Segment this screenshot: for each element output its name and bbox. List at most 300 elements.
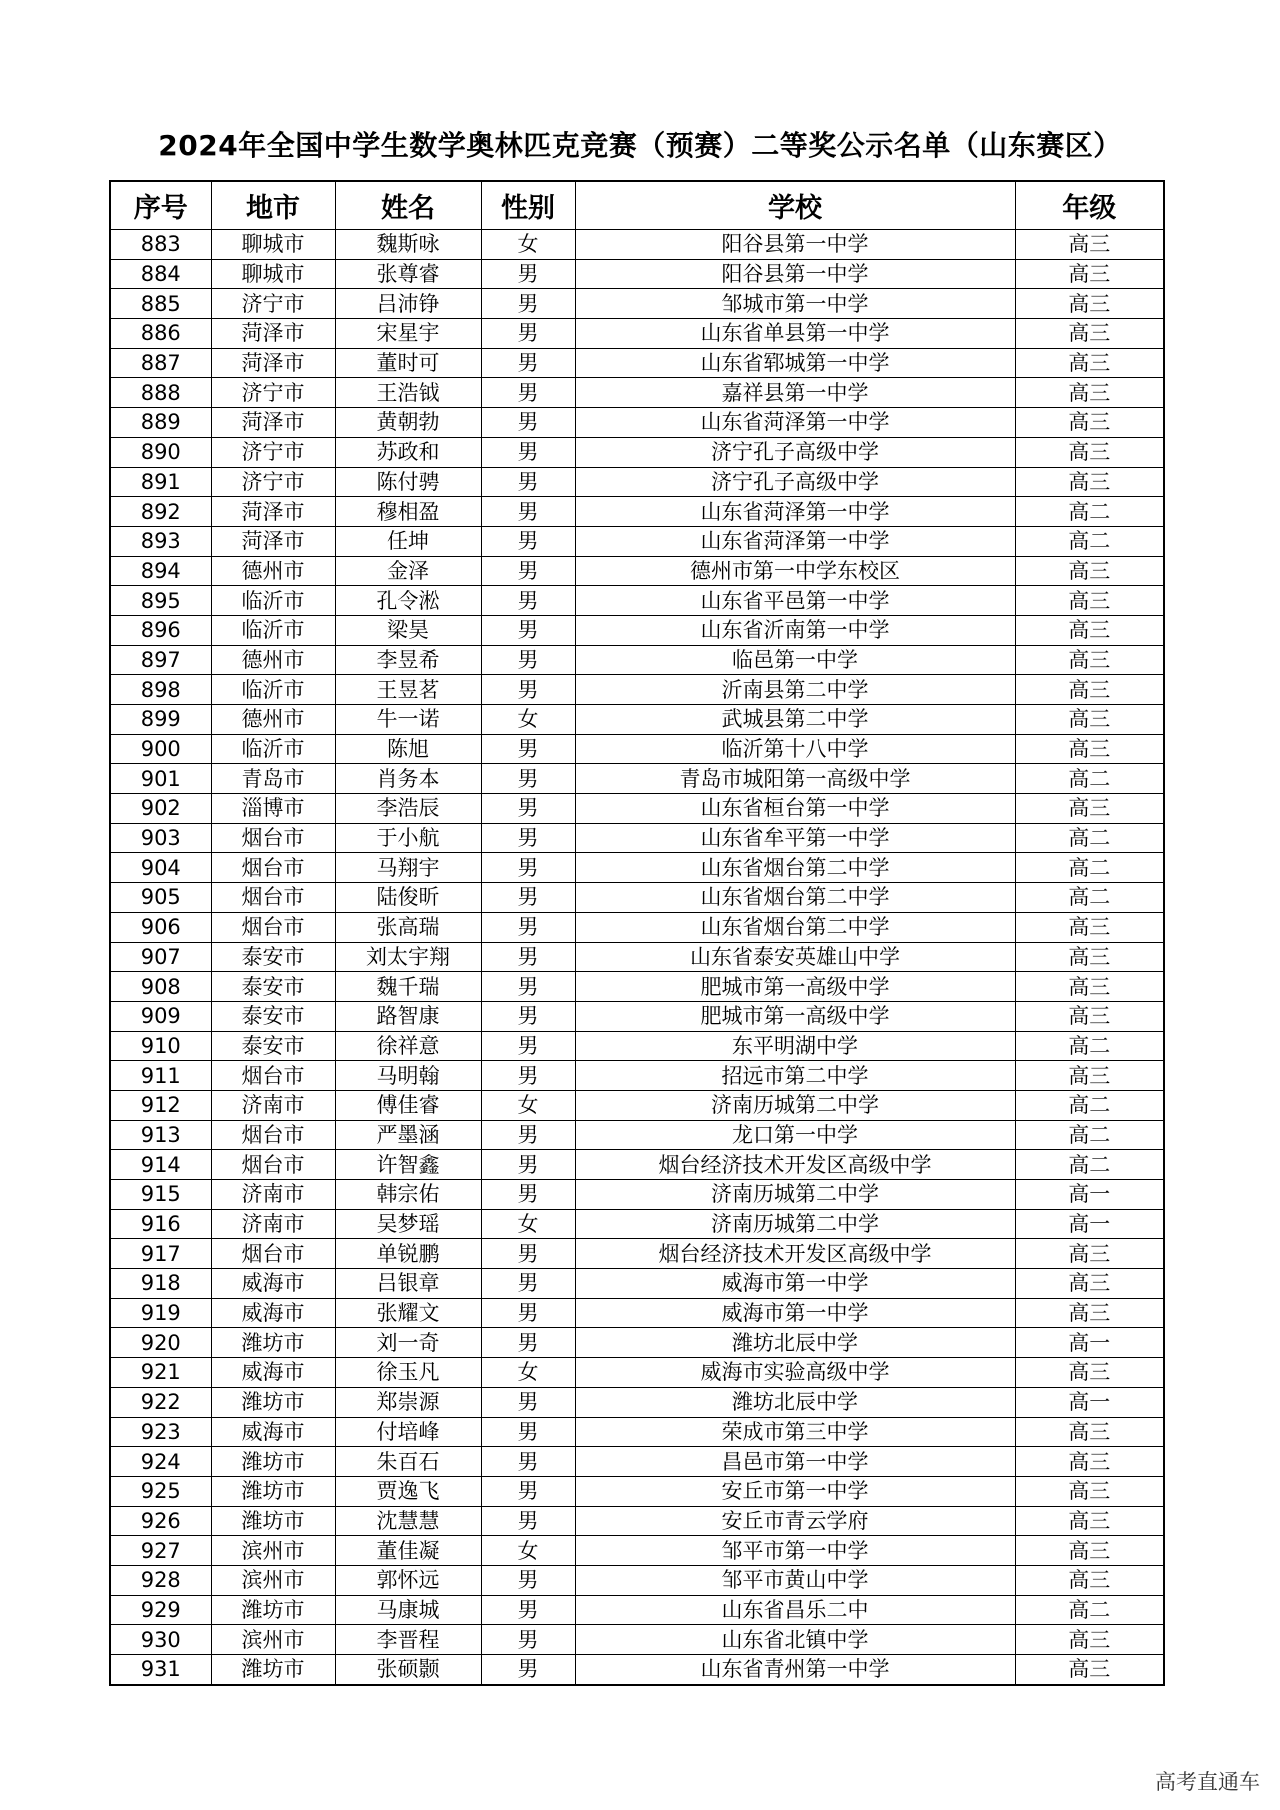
cell-grade: 高三 <box>1015 467 1164 497</box>
cell-seq: 923 <box>110 1417 211 1447</box>
table-row <box>110 675 1164 705</box>
cell-city: 潍坊市 <box>211 1387 335 1417</box>
header-school: 学校 <box>575 181 1015 230</box>
cell-grade: 高三 <box>1015 1001 1164 1031</box>
cell-school: 山东省北镇中学 <box>575 1625 1015 1655</box>
table-row <box>110 526 1164 556</box>
cell-seq: 928 <box>110 1565 211 1595</box>
cell-seq: 897 <box>110 645 211 675</box>
cell-gender: 男 <box>481 764 575 794</box>
cell-school: 山东省牟平第一中学 <box>575 823 1015 853</box>
cell-gender: 男 <box>481 1387 575 1417</box>
cell-city: 菏泽市 <box>211 319 335 349</box>
cell-grade: 高三 <box>1015 1625 1164 1655</box>
cell-city: 滨州市 <box>211 1536 335 1566</box>
cell-gender: 男 <box>481 1625 575 1655</box>
cell-gender: 男 <box>481 645 575 675</box>
cell-city: 临沂市 <box>211 734 335 764</box>
cell-city: 威海市 <box>211 1298 335 1328</box>
cell-school: 济宁孔子高级中学 <box>575 467 1015 497</box>
table-row <box>110 912 1164 942</box>
cell-grade: 高二 <box>1015 1595 1164 1625</box>
cell-grade: 高一 <box>1015 1328 1164 1358</box>
cell-grade: 高二 <box>1015 883 1164 913</box>
table-row <box>110 1090 1164 1120</box>
cell-school: 阳谷县第一中学 <box>575 259 1015 289</box>
cell-seq: 904 <box>110 853 211 883</box>
table-row <box>110 645 1164 675</box>
cell-gender: 男 <box>481 1655 575 1685</box>
cell-city: 济宁市 <box>211 378 335 408</box>
cell-seq: 893 <box>110 526 211 556</box>
cell-name: 张尊睿 <box>335 259 481 289</box>
cell-seq: 913 <box>110 1120 211 1150</box>
cell-seq: 917 <box>110 1239 211 1269</box>
cell-name: 董时可 <box>335 348 481 378</box>
cell-school: 烟台经济技术开发区高级中学 <box>575 1150 1015 1180</box>
watermark: 高考直通车 <box>1155 1770 1260 1794</box>
cell-city: 威海市 <box>211 1269 335 1299</box>
cell-seq: 890 <box>110 437 211 467</box>
cell-name: 董佳凝 <box>335 1536 481 1566</box>
cell-grade: 高三 <box>1015 734 1164 764</box>
table-row <box>110 408 1164 438</box>
table-row <box>110 1625 1164 1655</box>
cell-gender: 女 <box>481 1209 575 1239</box>
header-name: 姓名 <box>335 181 481 230</box>
cell-name: 魏斯咏 <box>335 230 481 260</box>
cell-grade: 高三 <box>1015 972 1164 1002</box>
cell-city: 滨州市 <box>211 1565 335 1595</box>
cell-city: 德州市 <box>211 705 335 735</box>
cell-school: 沂南县第二中学 <box>575 675 1015 705</box>
cell-grade: 高三 <box>1015 378 1164 408</box>
cell-school: 东平明湖中学 <box>575 1031 1015 1061</box>
cell-gender: 男 <box>481 1001 575 1031</box>
cell-city: 泰安市 <box>211 942 335 972</box>
cell-grade: 高一 <box>1015 1387 1164 1417</box>
cell-grade: 高三 <box>1015 1447 1164 1477</box>
table-row <box>110 586 1164 616</box>
cell-school: 山东省平邑第一中学 <box>575 586 1015 616</box>
cell-grade: 高三 <box>1015 1061 1164 1091</box>
cell-seq: 931 <box>110 1655 211 1685</box>
cell-school: 山东省泰安英雄山中学 <box>575 942 1015 972</box>
cell-grade: 高三 <box>1015 942 1164 972</box>
cell-gender: 男 <box>481 408 575 438</box>
cell-name: 许智鑫 <box>335 1150 481 1180</box>
cell-seq: 915 <box>110 1180 211 1210</box>
cell-grade: 高三 <box>1015 1298 1164 1328</box>
table-row <box>110 1120 1164 1150</box>
cell-name: 陈付骋 <box>335 467 481 497</box>
cell-seq: 918 <box>110 1269 211 1299</box>
cell-grade: 高二 <box>1015 497 1164 527</box>
cell-name: 陈旭 <box>335 734 481 764</box>
cell-name: 李晋程 <box>335 1625 481 1655</box>
cell-school: 山东省郓城第一中学 <box>575 348 1015 378</box>
cell-seq: 925 <box>110 1476 211 1506</box>
table-row <box>110 556 1164 586</box>
cell-school: 山东省昌乐二中 <box>575 1595 1015 1625</box>
cell-seq: 886 <box>110 319 211 349</box>
cell-school: 山东省菏泽第一中学 <box>575 408 1015 438</box>
cell-city: 烟台市 <box>211 912 335 942</box>
cell-name: 韩宗佑 <box>335 1180 481 1210</box>
cell-seq: 901 <box>110 764 211 794</box>
cell-gender: 男 <box>481 1417 575 1447</box>
table-row <box>110 1328 1164 1358</box>
cell-seq: 883 <box>110 230 211 260</box>
cell-city: 德州市 <box>211 556 335 586</box>
cell-gender: 男 <box>481 1298 575 1328</box>
cell-name: 马康城 <box>335 1595 481 1625</box>
cell-name: 徐玉凡 <box>335 1358 481 1388</box>
cell-city: 临沂市 <box>211 586 335 616</box>
table-row <box>110 764 1164 794</box>
cell-seq: 885 <box>110 289 211 319</box>
cell-school: 临邑第一中学 <box>575 645 1015 675</box>
cell-gender: 男 <box>481 319 575 349</box>
cell-seq: 906 <box>110 912 211 942</box>
cell-gender: 男 <box>481 883 575 913</box>
cell-seq: 891 <box>110 467 211 497</box>
cell-school: 昌邑市第一中学 <box>575 1447 1015 1477</box>
table-row <box>110 1061 1164 1091</box>
cell-seq: 907 <box>110 942 211 972</box>
cell-gender: 男 <box>481 1506 575 1536</box>
table-row <box>110 1180 1164 1210</box>
cell-seq: 911 <box>110 1061 211 1091</box>
cell-city: 菏泽市 <box>211 497 335 527</box>
cell-seq: 899 <box>110 705 211 735</box>
cell-name: 陆俊昕 <box>335 883 481 913</box>
cell-grade: 高三 <box>1015 1565 1164 1595</box>
cell-city: 烟台市 <box>211 1150 335 1180</box>
cell-school: 山东省单县第一中学 <box>575 319 1015 349</box>
cell-gender: 男 <box>481 794 575 824</box>
table-row <box>110 319 1164 349</box>
cell-seq: 924 <box>110 1447 211 1477</box>
table-row <box>110 883 1164 913</box>
cell-name: 郭怀远 <box>335 1565 481 1595</box>
cell-gender: 男 <box>481 853 575 883</box>
table-row <box>110 794 1164 824</box>
cell-school: 山东省菏泽第一中学 <box>575 526 1015 556</box>
table-row <box>110 289 1164 319</box>
cell-seq: 921 <box>110 1358 211 1388</box>
cell-seq: 887 <box>110 348 211 378</box>
cell-school: 龙口第一中学 <box>575 1120 1015 1150</box>
cell-seq: 908 <box>110 972 211 1002</box>
table-row <box>110 1536 1164 1566</box>
cell-city: 烟台市 <box>211 883 335 913</box>
cell-school: 肥城市第一高级中学 <box>575 1001 1015 1031</box>
table-row <box>110 734 1164 764</box>
cell-city: 潍坊市 <box>211 1328 335 1358</box>
cell-city: 烟台市 <box>211 1061 335 1091</box>
cell-name: 王昱茗 <box>335 675 481 705</box>
cell-grade: 高三 <box>1015 1476 1164 1506</box>
cell-gender: 男 <box>481 1447 575 1477</box>
cell-seq: 914 <box>110 1150 211 1180</box>
table-row <box>110 259 1164 289</box>
table-row <box>110 1239 1164 1269</box>
table-row <box>110 467 1164 497</box>
cell-seq: 895 <box>110 586 211 616</box>
cell-gender: 男 <box>481 1150 575 1180</box>
table-row <box>110 1595 1164 1625</box>
cell-grade: 高三 <box>1015 556 1164 586</box>
cell-gender: 女 <box>481 705 575 735</box>
table-row <box>110 230 1164 260</box>
cell-seq: 902 <box>110 794 211 824</box>
cell-name: 王浩钺 <box>335 378 481 408</box>
cell-city: 烟台市 <box>211 823 335 853</box>
cell-seq: 927 <box>110 1536 211 1566</box>
cell-grade: 高一 <box>1015 1180 1164 1210</box>
cell-gender: 男 <box>481 1595 575 1625</box>
cell-school: 武城县第二中学 <box>575 705 1015 735</box>
cell-seq: 910 <box>110 1031 211 1061</box>
table-row <box>110 1358 1164 1388</box>
cell-school: 安丘市青云学府 <box>575 1506 1015 1536</box>
header-seq: 序号 <box>110 181 211 230</box>
cell-grade: 高三 <box>1015 1417 1164 1447</box>
cell-school: 山东省烟台第二中学 <box>575 883 1015 913</box>
cell-school: 招远市第二中学 <box>575 1061 1015 1091</box>
cell-grade: 高三 <box>1015 705 1164 735</box>
cell-gender: 男 <box>481 1476 575 1506</box>
page-title: 2024年全国中学生数学奥林匹克竞赛（预赛）二等奖公示名单（山东赛区） <box>158 129 1122 162</box>
cell-gender: 男 <box>481 615 575 645</box>
cell-school: 山东省烟台第二中学 <box>575 912 1015 942</box>
cell-name: 李昱希 <box>335 645 481 675</box>
header-grade: 年级 <box>1015 181 1164 230</box>
cell-city: 济宁市 <box>211 289 335 319</box>
cell-city: 菏泽市 <box>211 526 335 556</box>
table-row <box>110 1298 1164 1328</box>
cell-name: 张耀文 <box>335 1298 481 1328</box>
cell-gender: 男 <box>481 823 575 853</box>
cell-name: 任坤 <box>335 526 481 556</box>
cell-city: 烟台市 <box>211 1239 335 1269</box>
cell-city: 济南市 <box>211 1090 335 1120</box>
table-header-row <box>110 181 1164 230</box>
cell-school: 威海市第一中学 <box>575 1269 1015 1299</box>
cell-school: 山东省沂南第一中学 <box>575 615 1015 645</box>
cell-grade: 高三 <box>1015 289 1164 319</box>
cell-city: 泰安市 <box>211 1001 335 1031</box>
table-row <box>110 1387 1164 1417</box>
cell-city: 威海市 <box>211 1358 335 1388</box>
table-row <box>110 1031 1164 1061</box>
table-row <box>110 497 1164 527</box>
cell-grade: 高二 <box>1015 853 1164 883</box>
table-row <box>110 823 1164 853</box>
table-row <box>110 1150 1164 1180</box>
cell-grade: 高二 <box>1015 1090 1164 1120</box>
cell-school: 威海市第一中学 <box>575 1298 1015 1328</box>
cell-grade: 高三 <box>1015 1536 1164 1566</box>
cell-school: 山东省烟台第二中学 <box>575 853 1015 883</box>
cell-gender: 男 <box>481 734 575 764</box>
table-row <box>110 1001 1164 1031</box>
cell-gender: 男 <box>481 556 575 586</box>
cell-seq: 929 <box>110 1595 211 1625</box>
cell-school: 烟台经济技术开发区高级中学 <box>575 1239 1015 1269</box>
cell-gender: 男 <box>481 1061 575 1091</box>
award-list-table <box>109 180 1165 1686</box>
cell-gender: 女 <box>481 1536 575 1566</box>
cell-name: 张硕颢 <box>335 1655 481 1685</box>
cell-seq: 888 <box>110 378 211 408</box>
table-row <box>110 1655 1164 1685</box>
table-row <box>110 1417 1164 1447</box>
cell-seq: 920 <box>110 1328 211 1358</box>
cell-city: 潍坊市 <box>211 1476 335 1506</box>
cell-name: 吕沛铮 <box>335 289 481 319</box>
cell-gender: 男 <box>481 378 575 408</box>
cell-name: 徐祥意 <box>335 1031 481 1061</box>
table-row <box>110 1476 1164 1506</box>
cell-name: 吴梦瑶 <box>335 1209 481 1239</box>
cell-grade: 高三 <box>1015 319 1164 349</box>
cell-gender: 男 <box>481 437 575 467</box>
cell-name: 魏千瑞 <box>335 972 481 1002</box>
cell-gender: 男 <box>481 1120 575 1150</box>
cell-seq: 922 <box>110 1387 211 1417</box>
cell-name: 沈慧慧 <box>335 1506 481 1536</box>
cell-grade: 高二 <box>1015 1031 1164 1061</box>
cell-city: 济南市 <box>211 1209 335 1239</box>
cell-city: 青岛市 <box>211 764 335 794</box>
cell-grade: 高二 <box>1015 526 1164 556</box>
cell-school: 济南历城第二中学 <box>575 1180 1015 1210</box>
cell-city: 烟台市 <box>211 853 335 883</box>
table-row <box>110 942 1164 972</box>
table-row <box>110 437 1164 467</box>
cell-school: 临沂第十八中学 <box>575 734 1015 764</box>
cell-school: 邹平市第一中学 <box>575 1536 1015 1566</box>
cell-city: 潍坊市 <box>211 1447 335 1477</box>
cell-seq: 898 <box>110 675 211 705</box>
cell-grade: 高三 <box>1015 912 1164 942</box>
cell-name: 贾逸飞 <box>335 1476 481 1506</box>
cell-name: 刘太宇翔 <box>335 942 481 972</box>
cell-grade: 高三 <box>1015 586 1164 616</box>
table-row <box>110 348 1164 378</box>
cell-name: 苏政和 <box>335 437 481 467</box>
cell-name: 朱百石 <box>335 1447 481 1477</box>
cell-grade: 高三 <box>1015 794 1164 824</box>
cell-grade: 高三 <box>1015 615 1164 645</box>
cell-seq: 889 <box>110 408 211 438</box>
cell-city: 聊城市 <box>211 230 335 260</box>
cell-grade: 高三 <box>1015 1506 1164 1536</box>
cell-grade: 高三 <box>1015 437 1164 467</box>
cell-gender: 男 <box>481 972 575 1002</box>
cell-gender: 男 <box>481 1239 575 1269</box>
cell-name: 严墨涵 <box>335 1120 481 1150</box>
cell-school: 济南历城第二中学 <box>575 1090 1015 1120</box>
cell-city: 菏泽市 <box>211 348 335 378</box>
cell-city: 烟台市 <box>211 1120 335 1150</box>
cell-gender: 男 <box>481 942 575 972</box>
cell-gender: 女 <box>481 1358 575 1388</box>
cell-grade: 高三 <box>1015 675 1164 705</box>
cell-name: 于小航 <box>335 823 481 853</box>
cell-seq: 930 <box>110 1625 211 1655</box>
cell-name: 单锐鹏 <box>335 1239 481 1269</box>
cell-seq: 912 <box>110 1090 211 1120</box>
cell-gender: 男 <box>481 348 575 378</box>
cell-seq: 884 <box>110 259 211 289</box>
cell-school: 嘉祥县第一中学 <box>575 378 1015 408</box>
cell-gender: 男 <box>481 1328 575 1358</box>
cell-city: 聊城市 <box>211 259 335 289</box>
header-gender: 性别 <box>481 181 575 230</box>
cell-city: 德州市 <box>211 645 335 675</box>
cell-gender: 男 <box>481 526 575 556</box>
cell-name: 孔令淞 <box>335 586 481 616</box>
cell-gender: 男 <box>481 912 575 942</box>
cell-gender: 男 <box>481 289 575 319</box>
cell-school: 济南历城第二中学 <box>575 1209 1015 1239</box>
cell-school: 肥城市第一高级中学 <box>575 972 1015 1002</box>
cell-school: 邹城市第一中学 <box>575 289 1015 319</box>
cell-name: 梁昊 <box>335 615 481 645</box>
cell-gender: 男 <box>481 259 575 289</box>
cell-grade: 高三 <box>1015 230 1164 260</box>
cell-name: 金泽 <box>335 556 481 586</box>
cell-name: 黄朝勃 <box>335 408 481 438</box>
cell-gender: 男 <box>481 1269 575 1299</box>
cell-grade: 高三 <box>1015 348 1164 378</box>
cell-name: 李浩辰 <box>335 794 481 824</box>
cell-city: 潍坊市 <box>211 1595 335 1625</box>
cell-city: 淄博市 <box>211 794 335 824</box>
cell-city: 临沂市 <box>211 615 335 645</box>
cell-seq: 905 <box>110 883 211 913</box>
cell-seq: 896 <box>110 615 211 645</box>
cell-grade: 高一 <box>1015 1209 1164 1239</box>
table-row <box>110 1209 1164 1239</box>
header-city: 地市 <box>211 181 335 230</box>
cell-gender: 女 <box>481 1090 575 1120</box>
cell-gender: 男 <box>481 1565 575 1595</box>
cell-school: 潍坊北辰中学 <box>575 1387 1015 1417</box>
cell-grade: 高三 <box>1015 645 1164 675</box>
table-row <box>110 1447 1164 1477</box>
cell-seq: 919 <box>110 1298 211 1328</box>
cell-gender: 男 <box>481 675 575 705</box>
cell-city: 临沂市 <box>211 675 335 705</box>
cell-gender: 男 <box>481 1031 575 1061</box>
cell-seq: 892 <box>110 497 211 527</box>
cell-school: 德州市第一中学东校区 <box>575 556 1015 586</box>
cell-seq: 926 <box>110 1506 211 1536</box>
cell-grade: 高三 <box>1015 259 1164 289</box>
cell-school: 青岛市城阳第一高级中学 <box>575 764 1015 794</box>
cell-gender: 女 <box>481 230 575 260</box>
cell-school: 威海市实验高级中学 <box>575 1358 1015 1388</box>
cell-name: 马明翰 <box>335 1061 481 1091</box>
cell-grade: 高三 <box>1015 1655 1164 1685</box>
cell-grade: 高三 <box>1015 1239 1164 1269</box>
cell-seq: 916 <box>110 1209 211 1239</box>
cell-name: 穆相盈 <box>335 497 481 527</box>
